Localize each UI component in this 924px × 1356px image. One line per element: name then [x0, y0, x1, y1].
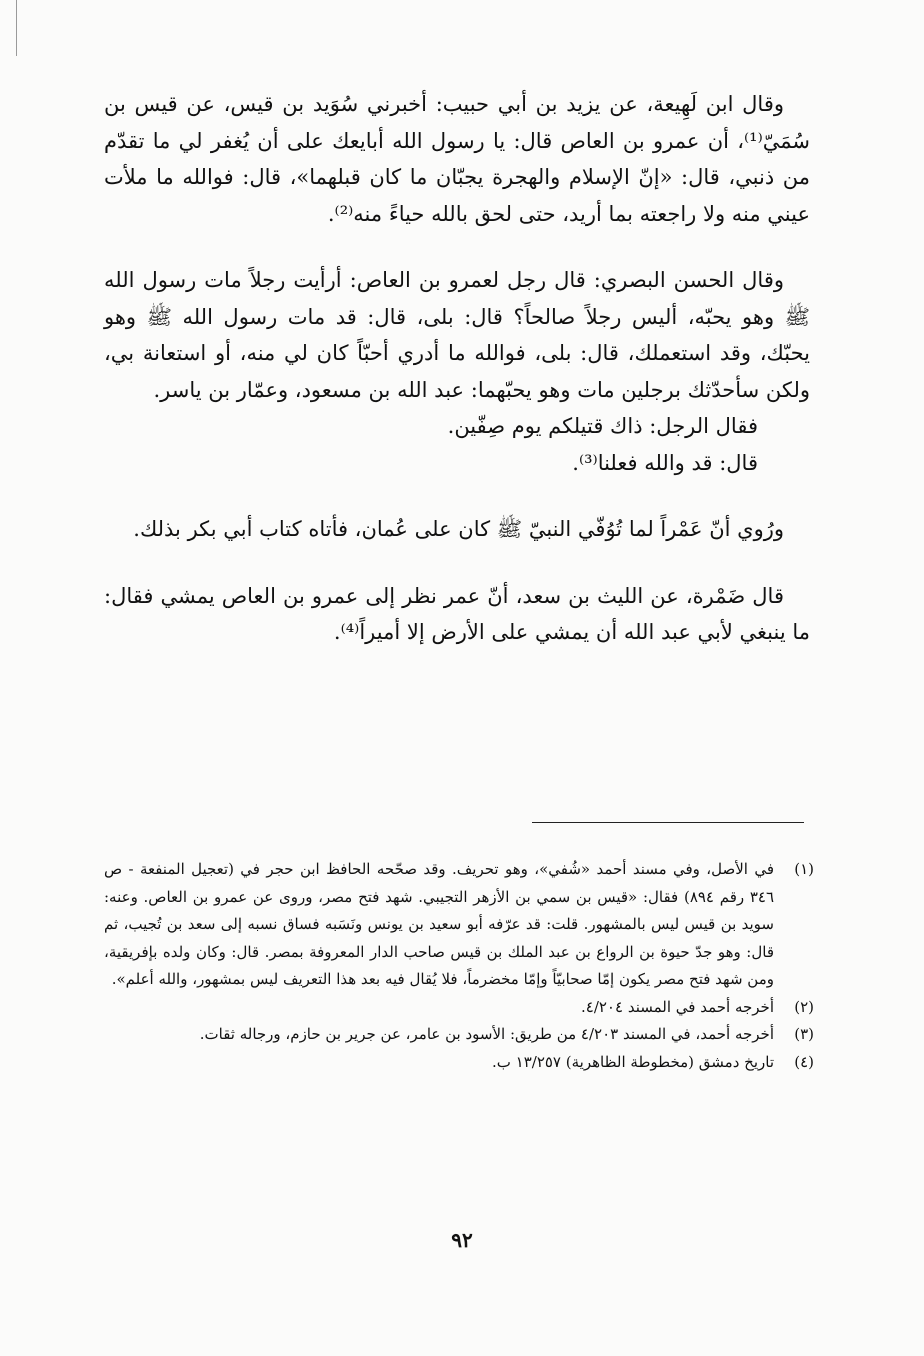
footnote-separator — [532, 822, 804, 823]
paragraph-man-reply: فقال الرجل: ذاك قتيلكم يوم صِفّين. — [447, 414, 758, 438]
footnote-item — [104, 856, 814, 994]
footnote-number: (٤) — [794, 1052, 814, 1071]
footnote-item — [104, 994, 814, 1022]
footnote-number: (٣) — [794, 1025, 814, 1043]
footnote-item — [104, 1049, 814, 1077]
footnote-number: (٢) — [794, 997, 814, 1016]
paragraph-ibn-lahia: وقال ابن لَهِيعة، عن يزيد بن أبي حبيب: أخبرني سُوَيد بن قيس، عن قيس بن سُمَيّ⁽¹⁾، أن عمرو بن العاص قال: يا رسول الله أبايعك على أن يُغفر لي ما تقدّم من ذنبي، قال: «إنّ الإسلام والهجرة يجبّان ما كان قبلهما»، قال: فوالله ما ملأت عيني منه ولا راجعته بما أريد، حتى لحق بالله حياءً منه⁽²⁾. — [104, 92, 810, 226]
footnote-text: تاريخ دمشق (مخطوطة الظاهرية) ١٣/٢٥٧ ب. — [491, 1052, 774, 1071]
paragraph-oman: ورُوي أنّ عَمْراً لما تُوُفّي النبيّ ﷺ كان على عُمان، فأتاه كتاب أبي بكر بذلك. — [133, 517, 784, 541]
page-edge-line — [16, 0, 17, 56]
footnote-number: (١) — [794, 860, 814, 878]
footnote-text: أخرجه أحمد، في المسند ٤/٢٠٣ من طريق: الأسود بن عامر، عن جرير بن حازم، ورجاله ثقات. — [199, 1025, 774, 1043]
page-number: ٩٢ — [451, 1228, 473, 1252]
main-text — [104, 86, 810, 651]
paragraph-hasan-basri: وقال الحسن البصري: قال رجل لعمرو بن العاص: أرأيت رجلاً مات رسول الله ﷺ وهو يحبّه، أليس رجلاً صالحاً؟ قال: بلى، قال: قد مات رسول الله ﷺ وهو يحبّك، وقد استعملك، قال: بلى، فوالله ما أدري أحبّاً كان لي منه، أو استعانة بي، ولكن سأحدّثك برجلين مات وهو يحبّهما: عبد الله بن مسعود، وعمّار بن ياسر. — [104, 268, 810, 402]
paragraph-damra: قال ضَمْرة، عن الليث بن سعد، أنّ عمر نظر إلى عمرو بن العاص يمشي فقال: ما ينبغي لأبي عبد الله أن يمشي على الأرض إلا أميراً⁽⁴⁾. — [104, 583, 810, 644]
footnote-text: أخرجه أحمد في المسند ٤/٢٠٤. — [580, 997, 774, 1016]
footnote-item — [104, 1021, 814, 1049]
paragraph-amr-reply: قال: قد والله فعلنا⁽³⁾. — [572, 450, 758, 475]
footnote-text: في الأصل، وفي مسند أحمد «شُفي»، وهو تحريف. وقد صحّحه الحافظ ابن حجر في (تعجيل المنفعة - ص ٣٤٦ رقم ٨٩٤) فقال: «قيس بن سمي بن الأزهر التجيبي. شهد فتح مصر، وروى عن عمرو بن العاص. وعنه: سويد بن قيس ليس بالمشهور. قلت: قد عرّفه أبو سعيد بن يونس ونَسَبه فساق نسبه إلى سعد بن تُجيب، ثم قال: وهو جدّ حيوة بن الرواع بن عبد الملك بن قيس صاحب الدار المعروفة بمصر. قال: وكان ولده بإفريقية، ومن شهد فتح مصر يكون إمّا صحابيّاً وإمّا مخضرماً، فلا يُقال فيه بعد هذا التعريف ليس بمشهور، والله أعلم». — [104, 860, 775, 988]
footnotes — [104, 856, 814, 1076]
